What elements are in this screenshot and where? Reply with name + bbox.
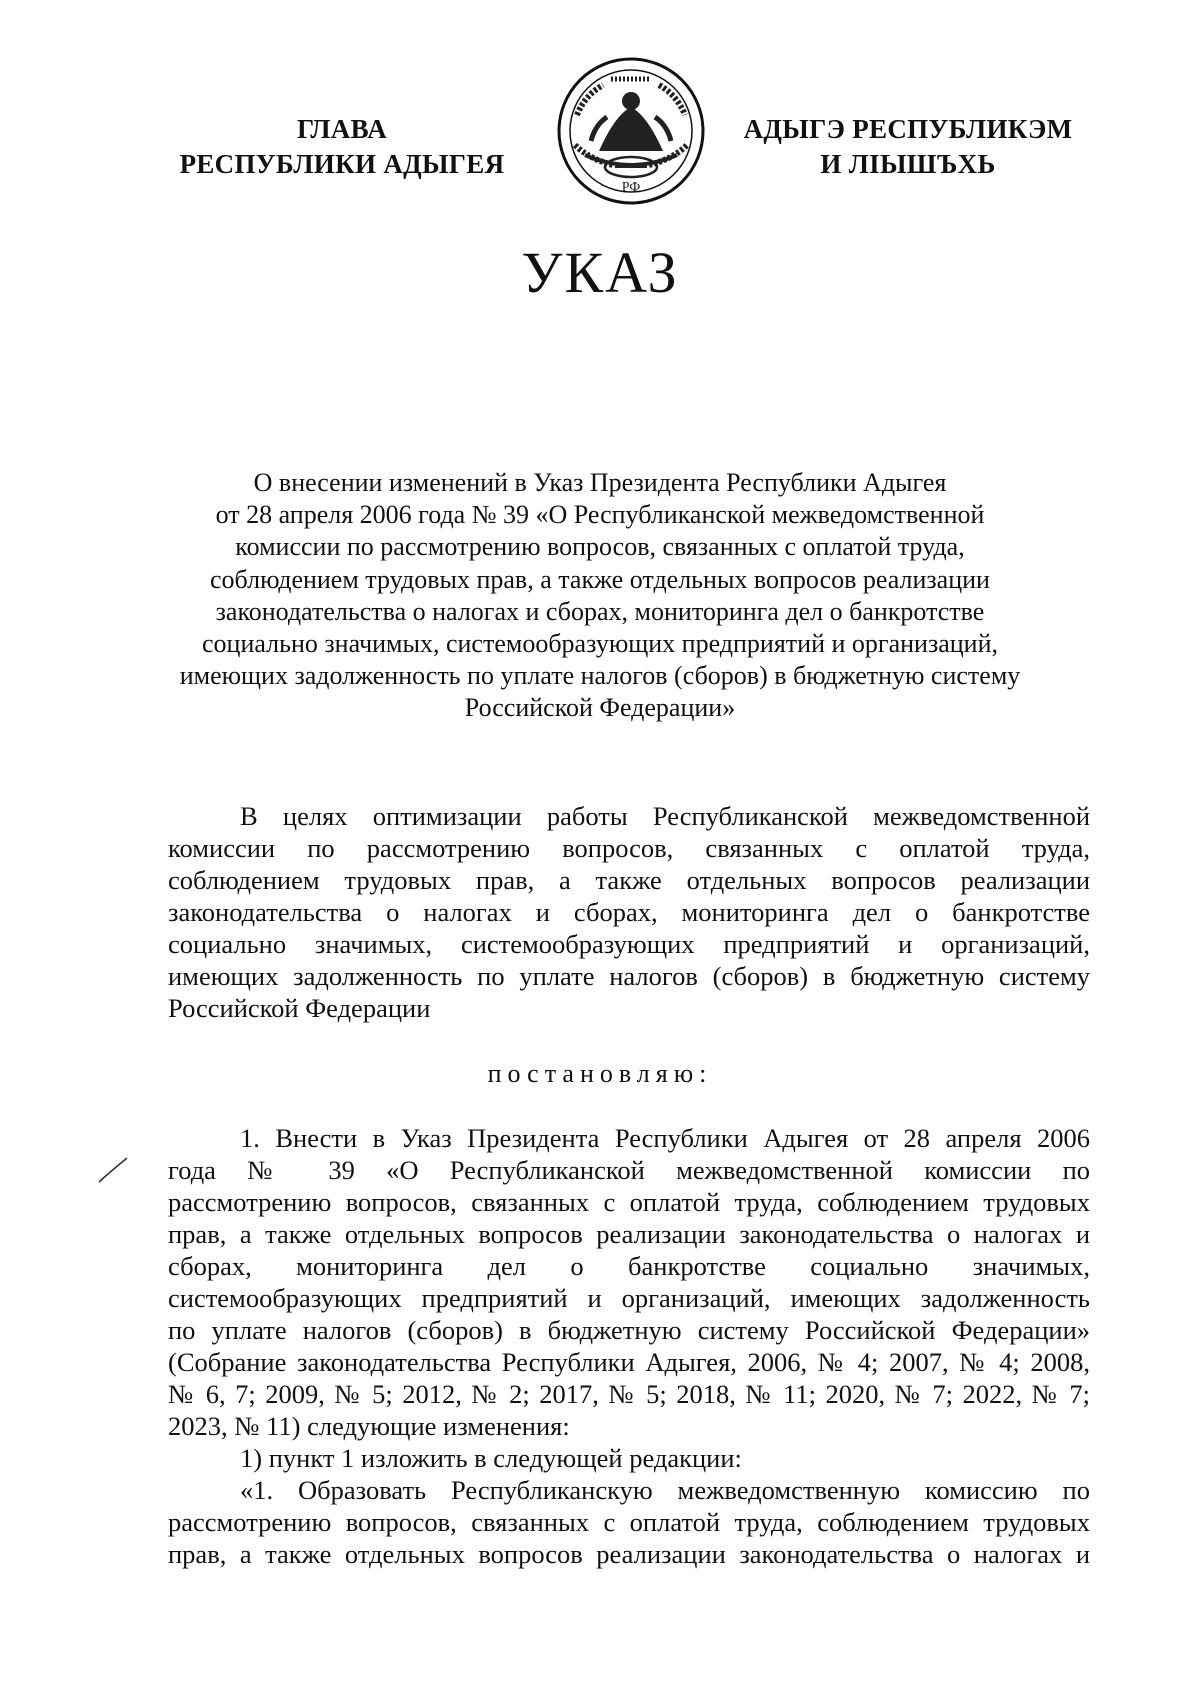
preamble-line: комиссии по рассмотрению вопросов, связанных с оплатой труда, bbox=[168, 833, 1090, 863]
item1-line: 2023, № 11) следующие изменения: bbox=[168, 1411, 570, 1441]
subitem-1: 1) пункт 1 изложить в следующей редакции: bbox=[240, 1443, 742, 1473]
header-left-line-1: ГЛАВА bbox=[296, 114, 388, 144]
item1-line: системообразующих предприятий и организаций, имеющих задолженность bbox=[168, 1283, 1090, 1313]
subject-line: социально значимых, системообразующих предприятий и организаций, bbox=[202, 629, 998, 659]
subject-line: законодательства о налогах и сборах, мониторинга дел о банкротстве bbox=[215, 596, 985, 626]
item1-line: по уплате налогов (сборов) в бюджетную систему Российской Федерации» bbox=[168, 1315, 1090, 1345]
subject-line: имеющих задолженность по уплате налогов (сборов) в бюджетную систему bbox=[179, 661, 1021, 691]
preamble-line: социально значимых, системообразующих предприятий и организаций, bbox=[168, 929, 1090, 959]
decree-title: УКАЗ bbox=[521, 240, 679, 305]
quote-line: «1. Образовать Республиканскую межведомственную комиссию по bbox=[240, 1475, 1090, 1505]
item1-line: прав, а также отдельных вопросов реализации законодательства о налогах и bbox=[168, 1219, 1090, 1249]
item1-line: № 6, 7; 2009, № 5; 2012, № 2; 2017, № 5; 2018, № 11; 2020, № 7; 2022, № 7; bbox=[168, 1379, 1090, 1409]
quote-line: прав, а также отдельных вопросов реализации законодательства о налогах и bbox=[168, 1539, 1090, 1569]
preamble-line: Российской Федерации bbox=[168, 993, 431, 1023]
subject-line: Российской Федерации» bbox=[464, 693, 736, 723]
svg-text:РФ: РФ bbox=[621, 180, 641, 195]
subject-line: соблюдением трудовых прав, а также отдельных вопросов реализации bbox=[210, 564, 990, 594]
decree-subject bbox=[150, 467, 1050, 725]
header-right-line-2: И ЛІЫШЪХЬ bbox=[820, 149, 996, 179]
margin-pen-mark-icon bbox=[95, 1155, 131, 1185]
coat-of-arms-icon bbox=[555, 55, 707, 207]
preamble-line: В целях оптимизации работы Республиканской межведомственной bbox=[240, 801, 1090, 831]
subject-line: комиссии по рассмотрению вопросов, связанных с оплатой труда, bbox=[235, 532, 965, 562]
subject-line: от 28 апреля 2006 года № 39 «О Республиканской межведомственной bbox=[215, 500, 985, 530]
preamble-line: имеющих задолженность по уплате налогов (сборов) в бюджетную систему bbox=[168, 961, 1090, 991]
preamble-line: законодательства о налогах и сборах, мониторинга дел о банкротстве bbox=[168, 897, 1090, 927]
header-right-line-1: АДЫГЭ РЕСПУБЛИКЭМ bbox=[743, 114, 1073, 144]
header-left-line-2: РЕСПУБЛИКИ АДЫГЕЯ bbox=[179, 149, 505, 179]
quote-line: рассмотрению вопросов, связанных с оплатой труда, соблюдением трудовых bbox=[168, 1507, 1090, 1537]
item1-line: года № 39 «О Республиканской межведомственной комиссии по bbox=[168, 1155, 1090, 1185]
resolve-word: постановляю: bbox=[487, 1059, 713, 1088]
item1-line: рассмотрению вопросов, связанных с оплатой труда, соблюдением трудовых bbox=[168, 1187, 1090, 1217]
subject-line: О внесении изменений в Указ Президента Республики Адыгея bbox=[253, 468, 947, 497]
preamble-line: соблюдением трудовых прав, а также отдельных вопросов реализации bbox=[168, 865, 1090, 895]
item1-line: сборах, мониторинга дел о банкротстве социально значимых, bbox=[168, 1251, 1090, 1281]
header-right bbox=[738, 112, 1078, 182]
item1-line: 1. Внести в Указ Президента Республики Адыгея от 28 апреля 2006 bbox=[240, 1123, 1090, 1153]
header-left bbox=[172, 112, 512, 182]
item1-line: (Собрание законодательства Республики Адыгея, 2006, № 4; 2007, № 4; 2008, bbox=[168, 1347, 1090, 1377]
